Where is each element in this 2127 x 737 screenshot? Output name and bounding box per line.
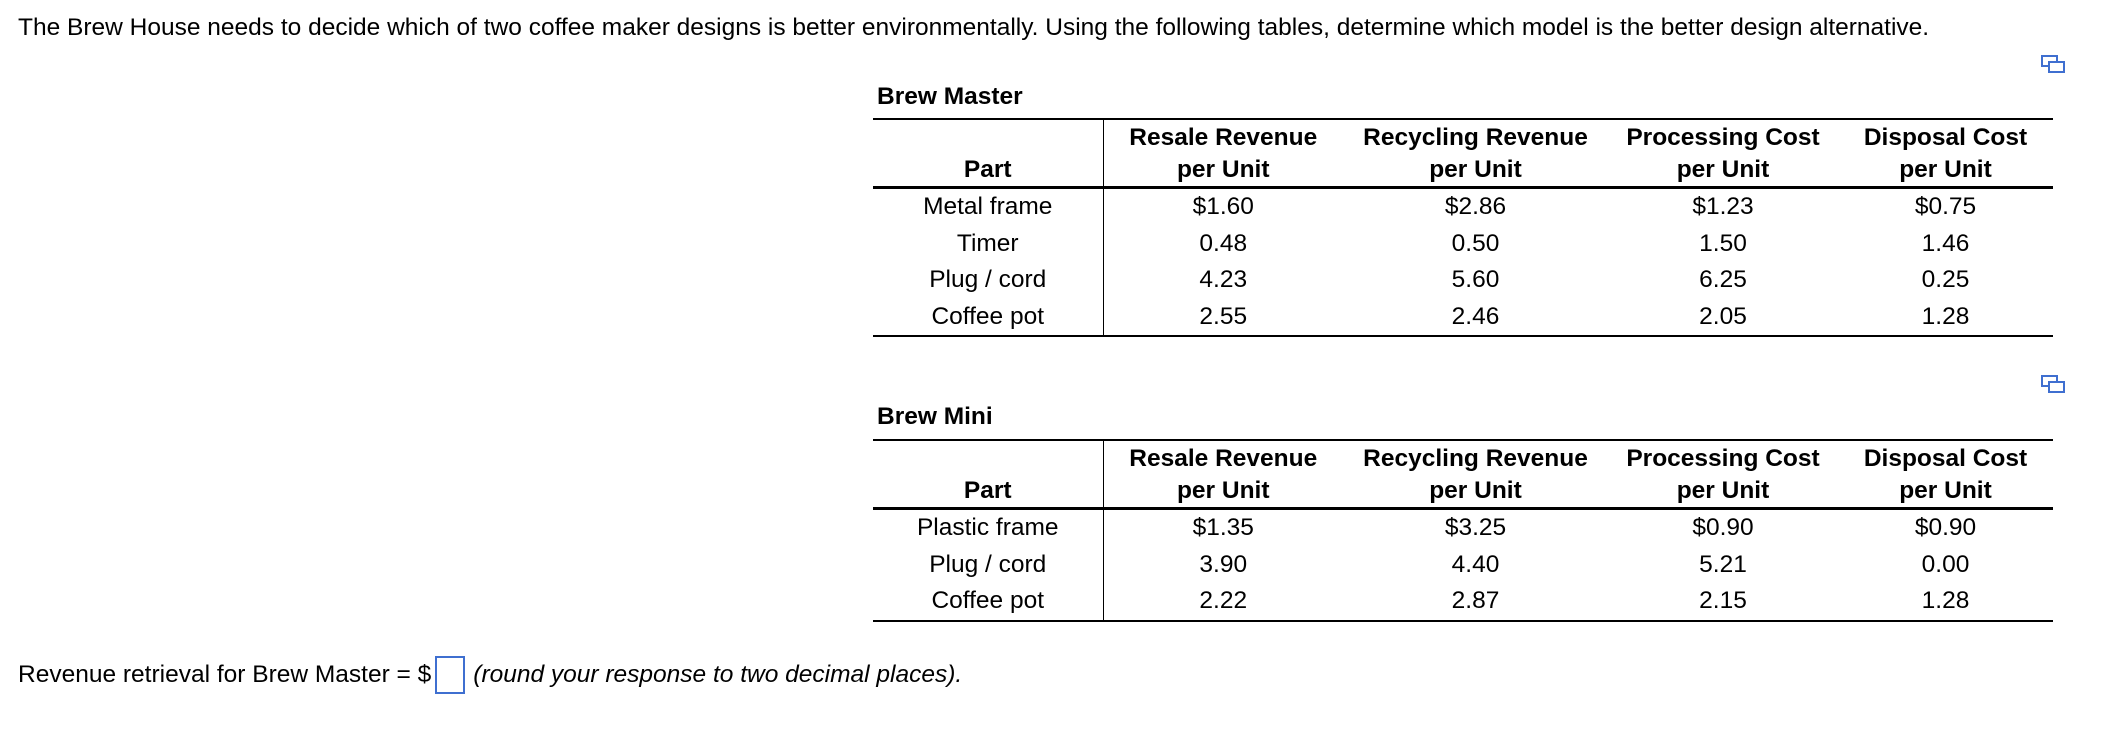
header-disposal-unit: per Unit bbox=[1838, 154, 2053, 188]
cell-disposal: 0.25 bbox=[1921, 266, 1970, 293]
cell-processing: $1.23 bbox=[1692, 193, 1754, 220]
table-row bbox=[873, 226, 2053, 263]
cell-processing: 2.05 bbox=[1608, 299, 1838, 337]
cell-disposal: 1.28 bbox=[1838, 583, 2053, 621]
cell-part: Plug / cord bbox=[873, 262, 1103, 299]
cell-recycling: $3.25 bbox=[1444, 514, 1507, 541]
cell-processing: 5.21 bbox=[1699, 550, 1747, 578]
rounding-hint: (round your response to two decimal places). bbox=[473, 661, 963, 688]
cell-recycling: 4.40 bbox=[1451, 550, 1500, 578]
cell-resale: $1.60 bbox=[1192, 193, 1254, 220]
header-recycling-unit: per Unit bbox=[1343, 475, 1608, 509]
table-row bbox=[873, 583, 2053, 621]
header-processing: Processing Cost bbox=[1608, 119, 1838, 154]
cell-recycling: $2.86 bbox=[1444, 193, 1507, 220]
cell-part: Coffee pot bbox=[873, 583, 1103, 621]
cell-disposal: 0.00 bbox=[1921, 550, 1970, 578]
cell-resale: 4.23 bbox=[1199, 266, 1248, 293]
header-part: Part bbox=[873, 475, 1103, 509]
header-recycling: Recycling Revenue bbox=[1343, 440, 1608, 475]
cell-part: Plastic frame bbox=[873, 509, 1103, 547]
cell-processing: $0.90 bbox=[1692, 514, 1754, 541]
copy-data-icon[interactable] bbox=[2040, 374, 2066, 394]
table-title-brew-master: Brew Master bbox=[877, 83, 1023, 110]
cell-resale: 2.22 bbox=[1103, 583, 1343, 621]
answer-line bbox=[18, 656, 962, 694]
cell-disposal: 1.46 bbox=[1921, 229, 1970, 257]
cell-disposal: $0.90 bbox=[1914, 514, 1977, 541]
table-row bbox=[873, 547, 2053, 584]
header-part: Part bbox=[873, 154, 1103, 188]
header-resale: Resale Revenue bbox=[1103, 119, 1343, 154]
cell-part: Coffee pot bbox=[873, 299, 1103, 337]
header-processing-unit: per Unit bbox=[1608, 154, 1838, 188]
header-resale-unit: per Unit bbox=[1103, 475, 1343, 509]
cell-recycling: 2.46 bbox=[1343, 299, 1608, 337]
header-part-blank bbox=[873, 440, 1103, 475]
header-part-blank bbox=[873, 119, 1103, 154]
cell-disposal: $0.75 bbox=[1914, 193, 1977, 220]
header-processing-unit: per Unit bbox=[1608, 475, 1838, 509]
header-recycling-unit: per Unit bbox=[1343, 154, 1608, 188]
table-row bbox=[873, 509, 2053, 547]
cell-part: Metal frame bbox=[873, 188, 1103, 226]
cell-recycling: 0.50 bbox=[1451, 229, 1500, 257]
header-processing: Processing Cost bbox=[1608, 440, 1838, 475]
cell-processing: 2.15 bbox=[1608, 583, 1838, 621]
cell-disposal: 1.28 bbox=[1838, 299, 2053, 337]
cell-resale: 0.48 bbox=[1199, 229, 1248, 257]
answer-input[interactable] bbox=[435, 656, 465, 694]
table-title-brew-mini: Brew Mini bbox=[877, 403, 993, 430]
cell-part: Plug / cord bbox=[873, 547, 1103, 584]
question-text: The Brew House needs to decide which of two coffee maker designs is better environmentally. Using the following tables, determine which model is the better design alternative. bbox=[18, 14, 1930, 41]
brew-mini-table bbox=[873, 439, 2053, 622]
cell-resale: $1.35 bbox=[1192, 514, 1254, 541]
cell-part: Timer bbox=[873, 226, 1103, 263]
table-row bbox=[873, 299, 2053, 337]
table-row bbox=[873, 188, 2053, 226]
cell-recycling: 2.87 bbox=[1343, 583, 1608, 621]
header-disposal: Disposal Cost bbox=[1838, 440, 2053, 475]
copy-data-icon[interactable] bbox=[2040, 54, 2066, 74]
header-resale: Resale Revenue bbox=[1103, 440, 1343, 475]
header-disposal-unit: per Unit bbox=[1838, 475, 2053, 509]
cell-resale: 2.55 bbox=[1103, 299, 1343, 337]
cell-processing: 1.50 bbox=[1699, 229, 1747, 257]
header-resale-unit: per Unit bbox=[1103, 154, 1343, 188]
table-row bbox=[873, 262, 2053, 299]
cell-resale: 3.90 bbox=[1199, 550, 1248, 578]
cell-recycling: 5.60 bbox=[1451, 266, 1500, 293]
answer-prefix: Revenue retrieval for Brew Master = $ bbox=[18, 661, 432, 688]
brew-master-table bbox=[873, 118, 2053, 337]
cell-processing: 6.25 bbox=[1699, 266, 1747, 293]
header-disposal: Disposal Cost bbox=[1838, 119, 2053, 154]
header-recycling: Recycling Revenue bbox=[1343, 119, 1608, 154]
